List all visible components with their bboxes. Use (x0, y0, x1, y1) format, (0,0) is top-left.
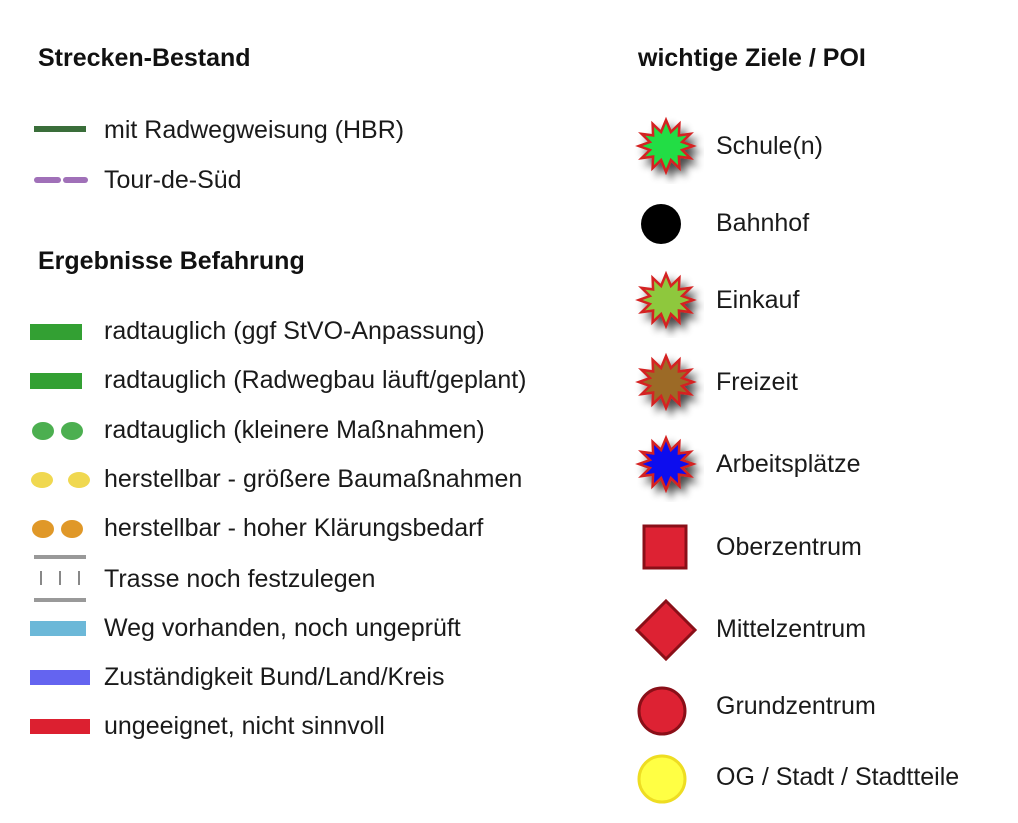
poi-label: Grundzentrum (716, 692, 876, 720)
diamond-icon (634, 598, 698, 662)
poi-label: Arbeitsplätze (716, 450, 861, 478)
legend-label: herstellbar - größere Baumaßnahmen (104, 465, 523, 493)
line-thick-icon (30, 370, 86, 392)
poi-label: Freizeit (716, 368, 798, 396)
legend-label: Weg vorhanden, noch ungeprüft (104, 614, 461, 642)
dots-icon (30, 420, 90, 442)
circle-icon (634, 684, 690, 740)
line-thick-icon (30, 321, 86, 343)
line-dashed-icon (32, 170, 88, 190)
poi-label: Einkauf (716, 286, 800, 314)
line-solid-icon (32, 120, 88, 140)
poi-label: Mittelzentrum (716, 615, 867, 643)
poi-label: Schule(n) (716, 132, 823, 160)
square-icon (640, 522, 692, 574)
star-icon (632, 266, 704, 338)
legend-label: herstellbar - hoher Klärungsbedarf (104, 514, 484, 542)
star-icon (632, 348, 704, 420)
legend-label: radtauglich (Radwegbau läuft/geplant) (104, 366, 527, 394)
heading-strecken-bestand: Strecken-Bestand (38, 44, 251, 72)
legend-label: mit Radwegweisung (HBR) (104, 116, 405, 144)
circle-icon (636, 200, 686, 250)
line-thick-icon (30, 618, 86, 640)
poi-label: OG / Stadt / Stadtteile (716, 763, 960, 791)
poi-label: Bahnhof (716, 209, 810, 237)
legend-label: ungeeignet, nicht sinnvoll (104, 712, 385, 740)
legend-label: Tour-de-Süd (104, 166, 242, 194)
dots-icon (30, 469, 94, 491)
circle-icon (634, 752, 690, 808)
line-thick-icon (30, 716, 92, 738)
heading-ergebnisse-befahrung: Ergebnisse Befahrung (38, 247, 305, 275)
star-icon (632, 112, 704, 184)
heading-poi: wichtige Ziele / POI (638, 44, 866, 72)
rail-icon (34, 554, 90, 604)
legend-label: Zuständigkeit Bund/Land/Kreis (104, 663, 445, 691)
legend-label: radtauglich (ggf StVO-Anpassung) (104, 317, 485, 345)
legend-label: Trasse noch festzulegen (104, 565, 376, 593)
legend-label: radtauglich (kleinere Maßnahmen) (104, 416, 485, 444)
poi-label: Oberzentrum (716, 533, 862, 561)
star-icon (632, 430, 704, 502)
dots-icon (30, 518, 90, 540)
line-thick-icon (30, 667, 92, 689)
